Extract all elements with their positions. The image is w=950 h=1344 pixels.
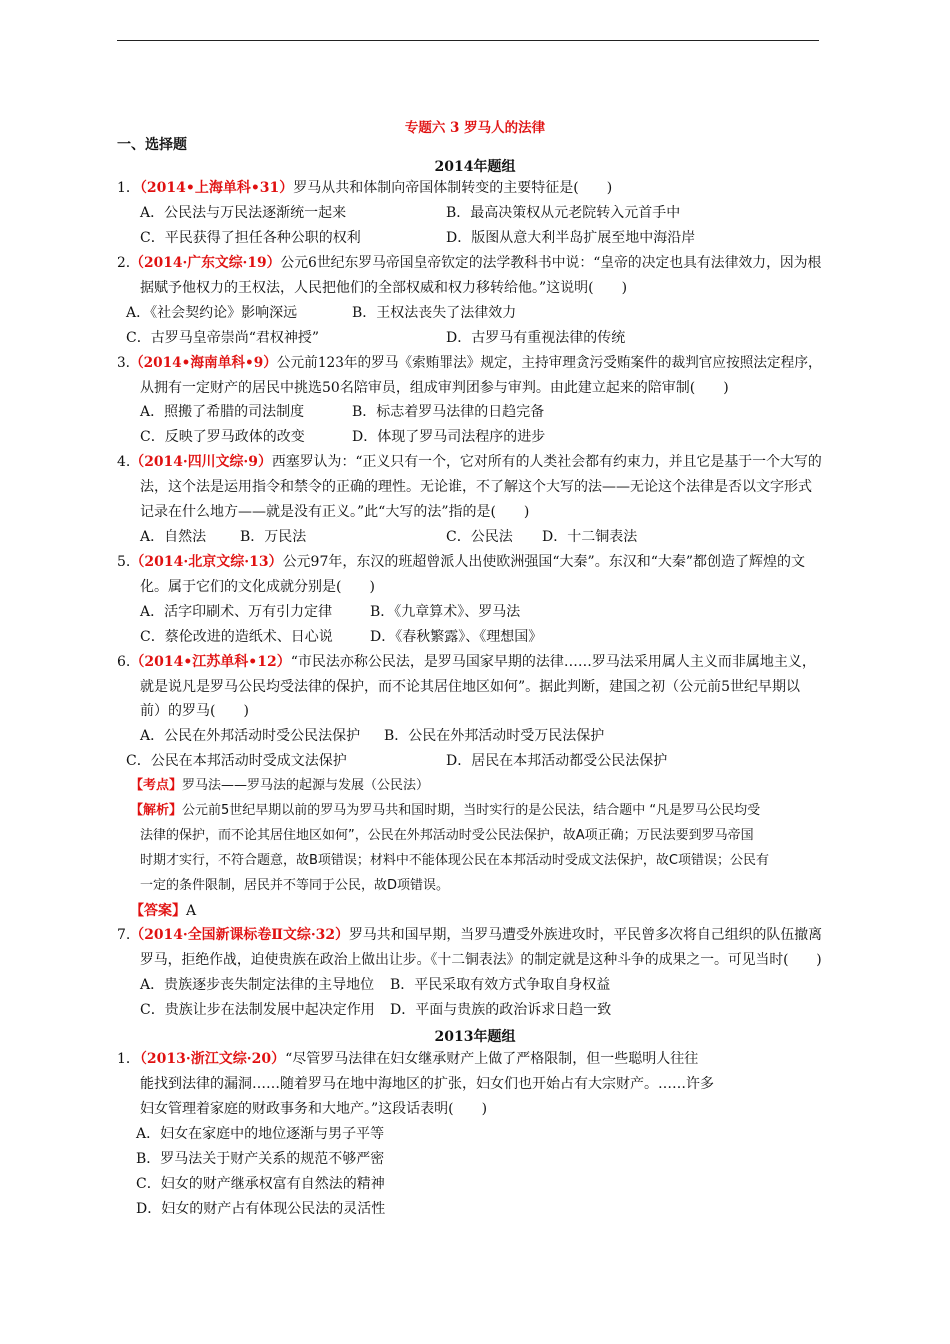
option-a: A．妇女在家庭中的地位逐渐与男子平等 <box>136 1126 385 1142</box>
option-a: A．公民法与万民法逐渐统一起来 <box>140 205 347 221</box>
question-stem-cont: 化。属于它们的文化成就分别是( ) <box>140 579 375 595</box>
option-d: D．体现了罗马司法程序的进步 <box>352 429 546 445</box>
option-d: D．古罗马有重视法律的传统 <box>446 330 626 346</box>
question-source: （2014·全国新课标卷Ⅱ文综·32） <box>130 927 349 943</box>
question-5 <box>117 553 805 571</box>
analysis-label: 【解析】 <box>130 803 183 818</box>
question-stem: 公元97年，东汉的班超曾派人出使欧洲强国“大秦”。东汉和“大秦”都创造了辉煌的文 <box>282 554 806 570</box>
option-d: D．《春秋繁露》、《理想国》 <box>370 629 543 645</box>
question-stem: 公元6世纪东罗马帝国皇帝钦定的法学教科书中说：“皇帝的决定也具有法律效力，因为根 <box>280 255 822 271</box>
question-source: （2014·广东文综·19） <box>130 255 281 271</box>
option-c: C．平民获得了担任各种公职的权利 <box>140 230 361 246</box>
question-4 <box>117 453 822 471</box>
option-a: A．《社会契约论》影响深远 <box>126 305 298 321</box>
question-2 <box>117 254 821 272</box>
option-d: D．妇女的财产占有体现公民法的灵活性 <box>136 1201 386 1217</box>
question-number: 6. <box>117 654 131 670</box>
key-point-label: 【考点】 <box>130 778 183 793</box>
question-3 <box>117 354 822 372</box>
question-stem: “尽管罗马法律在妇女继承财产上做了严格限制，但一些聪明人往往 <box>285 1051 699 1067</box>
option-c: C．蔡伦改进的造纸术、日心说 <box>140 629 333 645</box>
question-number: 1． <box>117 180 140 196</box>
question-stem: “市民法亦称公民法，是罗马国家早期的法律……罗马法采用属人主义而非属地主义， <box>290 654 816 670</box>
option-a: A．照搬了希腊的司法制度 <box>140 404 305 420</box>
option-c: C．反映了罗马政体的改变 <box>140 429 305 445</box>
option-b: B．万民法 <box>240 529 307 545</box>
option-b: B．《九章算术》、罗马法 <box>370 604 521 620</box>
option-d: D．居民在本邦活动都受公民法保护 <box>446 753 668 769</box>
question-stem-cont: 记录在什么地方——就是没有正义。”此“大写的法”指的是( ) <box>140 504 530 520</box>
question-1 <box>117 179 612 197</box>
question-number: 7. <box>117 927 131 943</box>
option-c: C．古罗马皇帝崇尚“君权神授” <box>126 330 320 346</box>
key-point <box>130 777 429 795</box>
option-d: D．平面与贵族的政治诉求日趋一致 <box>390 1002 612 1018</box>
question-stem: 罗马从共和体制向帝国体制转变的主要特征是( ) <box>293 180 613 196</box>
question-source: （2014·北京文综·13） <box>130 554 283 570</box>
question-stem-cont: 法，这个法是运用指令和禁令的正确的理性。无论谁，不了解这个大写的法——无论这个法律是否以文字形式 <box>140 479 812 495</box>
option-d: D．版图从意大利半岛扩展至地中海沿岸 <box>446 230 696 246</box>
question-source: （2014•上海单科•31） <box>139 180 294 196</box>
option-b: B．平民采取有效方式争取自身权益 <box>390 977 611 993</box>
question-source: （2014•海南单科•9） <box>130 355 277 371</box>
analysis-line-3: 时期才实行，不符合题意，故B项错误；材料中不能体现公民在本邦活动时受成文法保护，故C项错误；公民有 <box>140 853 769 868</box>
option-a: A．贵族逐步丧失制定法律的主导地位 <box>140 977 375 993</box>
question-number: 1． <box>117 1051 140 1067</box>
option-c: C．妇女的财产继承权富有自然法的精神 <box>136 1176 385 1192</box>
answer-label: 【答案】 <box>130 903 186 919</box>
question-stem: 公元前123年的罗马《索贿罪法》规定，主持审理贪污受贿案件的裁判官应按照法定程序， <box>276 355 822 371</box>
option-d: D．十二铜表法 <box>542 529 638 545</box>
question-stem-cont: 据赋予他权力的王权法，人民把他们的全部权威和权力移转给他。”这说明( ) <box>140 280 628 296</box>
option-b: B．标志着罗马法律的日趋完备 <box>352 404 545 420</box>
answer <box>130 902 196 920</box>
option-c: C．公民法 <box>446 529 513 545</box>
question-2013-1 <box>117 1050 698 1068</box>
question-source: （2014•江苏单科•12） <box>130 654 291 670</box>
question-stem: 西塞罗认为：“正义只有一个，它对所有的人类社会都有约束力，并且它是基于一个大写的 <box>271 454 822 470</box>
question-stem-cont: 妇女管理着家庭的财政事务和大地产。”这段话表明( ) <box>140 1101 488 1117</box>
doc-title: 专题六 3 罗马人的法律 <box>404 120 546 136</box>
option-b: B．王权法丧失了法律效力 <box>352 305 517 321</box>
analysis <box>130 802 760 820</box>
question-number: 3. <box>117 355 131 371</box>
option-a: A．公民在外邦活动时受公民法保护 <box>140 728 361 744</box>
question-source: （2014·四川文综·9） <box>130 454 272 470</box>
question-7 <box>117 926 822 944</box>
group-heading-2014: 2014年题组 <box>434 159 516 175</box>
question-stem-cont: 就是说凡是罗马公民均受法律的保护，而不论其居住地区如何”。据此判断，建国之初（公元前5世纪早期以 <box>140 679 801 695</box>
option-c: C．贵族让步在法制发展中起决定作用 <box>140 1002 375 1018</box>
key-point-text: 罗马法——罗马法的起源与发展（公民法） <box>182 778 430 793</box>
question-6 <box>117 653 816 671</box>
option-b: B．最高决策权从元老院转入元首手中 <box>446 205 681 221</box>
analysis-line-2: 法律的保护，而不论其居住地区如何”，公民在外邦活动时受公民法保护，故A项正确；万民法要到罗马帝国 <box>140 828 754 843</box>
option-a: A．活字印刷术、万有引力定律 <box>140 604 333 620</box>
option-a: A．自然法 <box>140 529 207 545</box>
question-stem-cont: 罗马，拒绝作战，迫使贵族在政治上做出让步。《十二铜表法》的制定就是这种斗争的成果之一。可见当时( ) <box>140 952 822 968</box>
option-c: C．公民在本邦活动时受成文法保护 <box>126 753 347 769</box>
answer-text: A <box>186 903 197 919</box>
analysis-line-1: 公元前5世纪早期以前的罗马为罗马共和国时期，当时实行的是公民法，结合题中 “凡是罗马公民均受 <box>182 803 761 818</box>
question-stem-cont: 能找到法律的漏洞……随着罗马在地中海地区的扩张，妇女们也开始占有大宗财产。……许多 <box>140 1076 714 1092</box>
option-b: B．公民在外邦活动时受万民法保护 <box>384 728 605 744</box>
question-number: 2. <box>117 255 131 271</box>
question-stem: 罗马共和国早期，当罗马遭受外族进攻时，平民曾多次将自己组织的队伍撤离 <box>348 927 823 943</box>
option-b: B．罗马法关于财产关系的规范不够严密 <box>136 1151 385 1167</box>
question-stem-cont: 前）的罗马( ) <box>140 703 249 719</box>
analysis-line-4: 一定的条件限制，居民并不等同于公民，故D项错误。 <box>140 878 450 893</box>
question-source: （2013·浙江文综·20） <box>139 1051 286 1067</box>
question-number: 4. <box>117 454 131 470</box>
group-heading-2013: 2013年题组 <box>434 1029 516 1045</box>
question-number: 5. <box>117 554 131 570</box>
question-stem-cont: 从拥有一定财产的居民中挑选50名陪审员，组成审判团参与审判。由此建立起来的陪审制( ) <box>140 380 729 396</box>
section-heading: 一、选择题 <box>117 137 187 153</box>
header-rule <box>117 40 819 41</box>
